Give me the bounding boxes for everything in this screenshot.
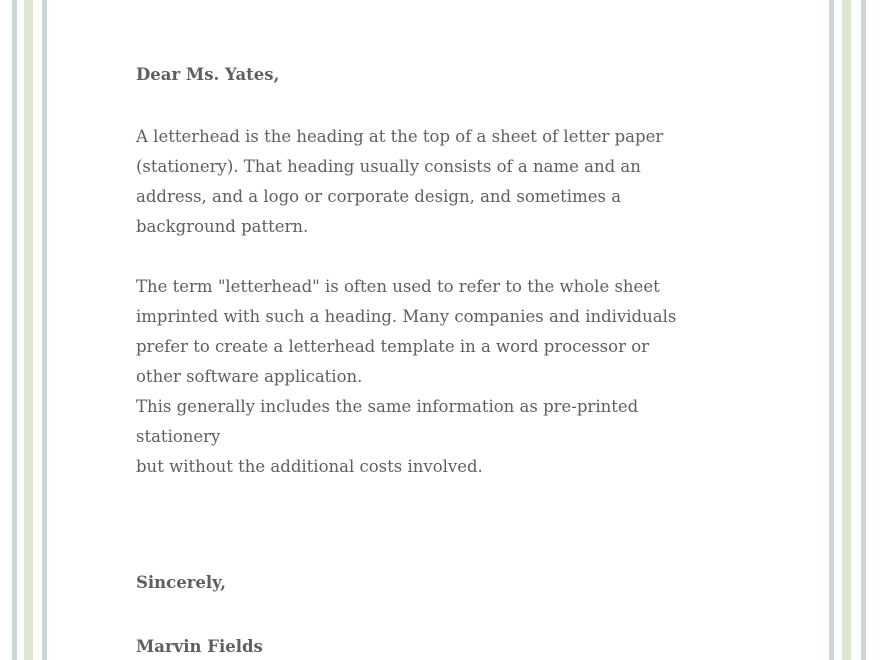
letter-closing: Sincerely, — [136, 573, 226, 592]
border-stripe-right-middle — [842, 0, 851, 660]
paragraph-line: other software application. — [136, 367, 363, 386]
border-stripe-left-outer — [12, 0, 17, 660]
paragraph-line: A letterhead is the heading at the top of a sheet of letter paper — [136, 127, 664, 146]
paragraph-line: (stationery). That heading usually consists of a name and an — [136, 157, 641, 176]
border-stripe-right-inner — [829, 0, 834, 660]
paragraph-line: address, and a logo or corporate design, and sometimes a — [136, 187, 622, 206]
letter-paragraph-1 — [136, 122, 776, 242]
letter-greeting: Dear Ms. Yates, — [136, 65, 280, 84]
letter-signature: Marvin Fields — [136, 637, 263, 656]
paragraph-line: The term "letterhead" is often used to refer to the whole sheet — [136, 277, 660, 296]
paragraph-line: background pattern. — [136, 217, 309, 236]
border-stripe-left-middle — [24, 0, 33, 660]
paragraph-line: imprinted with such a heading. Many companies and individuals — [136, 307, 677, 326]
letter-paragraph-2 — [136, 272, 776, 482]
paragraph-line: but without the additional costs involved. — [136, 457, 483, 476]
border-stripe-left-inner — [42, 0, 47, 660]
paragraph-line: This generally includes the same information as pre-printed — [136, 397, 639, 416]
paragraph-line: stationery — [136, 427, 221, 446]
paragraph-line: prefer to create a letterhead template in a word processor or — [136, 337, 650, 356]
border-stripe-right-outer — [861, 0, 866, 660]
